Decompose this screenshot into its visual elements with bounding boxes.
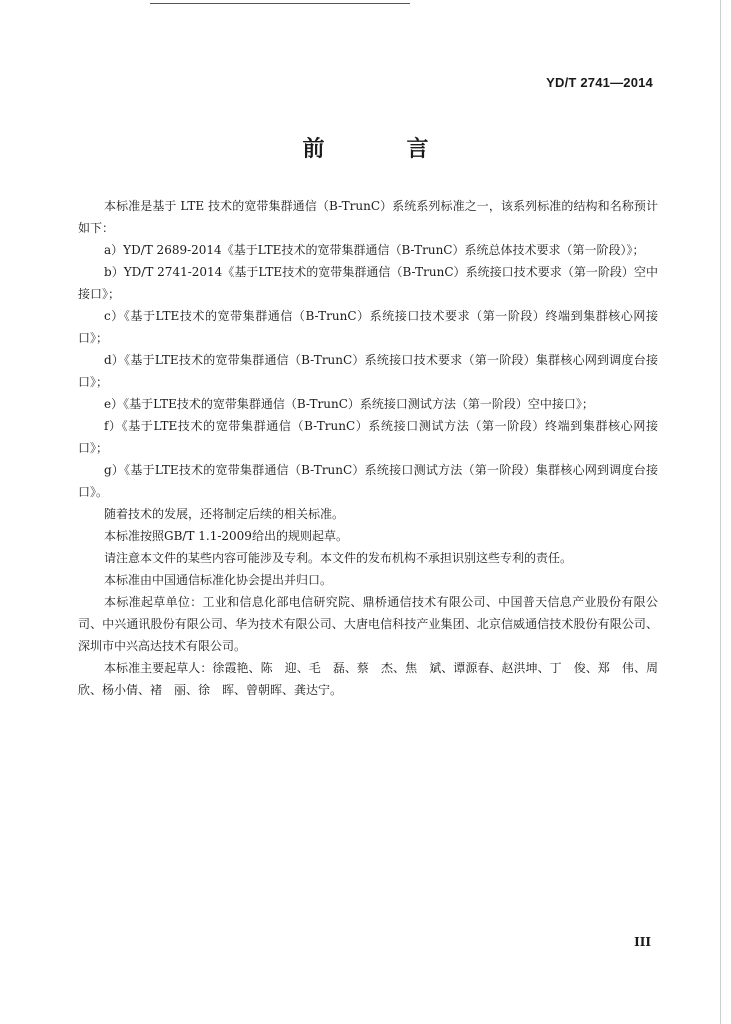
scan-edge-line <box>150 3 410 4</box>
document-body <box>78 195 671 701</box>
list-item-e: e）《基于LTE技术的宽带集群通信（B-TrunC）系统接口测试方法（第一阶段）空中接口》； <box>104 397 594 411</box>
document-code: YD/T 2741—2014 <box>546 75 653 90</box>
list-item-d: d）《基于LTE技术的宽带集群通信（B-TrunC）系统接口技术要求（第一阶段）集群核心网到调度台接口》； <box>78 353 658 389</box>
page-title: 前 言 <box>302 136 459 162</box>
list-item-a: a）YD/T 2689-2014《基于LTE技术的宽带集群通信（B-TrunC）系统总体技术要求（第一阶段）》； <box>104 243 645 257</box>
paragraph-intro: 本标准是基于 LTE 技术的宽带集群通信（B-TrunC）系统系列标准之一，该系列标准的结构和名称预计如下： <box>78 199 658 235</box>
paragraph-patent-notice: 请注意本文件的某些内容可能涉及专利。本文件的发布机构不承担识别这些专利的责任。 <box>104 551 573 565</box>
page-number: III <box>634 935 651 949</box>
list-item-b: b）YD/T 2741-2014《基于LTE技术的宽带集群通信（B-TrunC）系统接口技术要求（第一阶段）空中接口》； <box>78 265 658 301</box>
paragraph-drafting-rules: 本标准按照GB/T 1.1-2009给出的规则起草。 <box>104 529 348 543</box>
list-item-g: g）《基于LTE技术的宽带集群通信（B-TrunC）系统接口测试方法（第一阶段）集群核心网到调度台接口》。 <box>78 463 658 499</box>
paragraph-proposer: 本标准由中国通信标准化协会提出并归口。 <box>104 573 333 587</box>
list-item-c: c）《基于LTE技术的宽带集群通信（B-TrunC）系统接口技术要求（第一阶段）终端到集群核心网接口》； <box>78 309 658 345</box>
paragraph-drafting-units: 本标准起草单位：工业和信息化部电信研究院、鼎桥通信技术有限公司、中国普天信息产业股份有限公司、中兴通讯股份有限公司、华为技术有限公司、大唐电信科技产业集团、北京信威通信技术股份有限公司、深圳市中兴高达技术有限公司。 <box>78 595 658 653</box>
paragraph-future: 随着技术的发展，还将制定后续的相关标准。 <box>104 507 345 521</box>
list-item-f: f）《基于LTE技术的宽带集群通信（B-TrunC）系统接口测试方法（第一阶段）终端到集群核心网接口》； <box>78 419 658 455</box>
paragraph-drafters: 本标准主要起草人：徐霞艳、陈 迎、毛 磊、蔡 杰、焦 斌、谭源春、赵洪坤、丁 俊、郑 伟、周 欣、杨小倩、褚 丽、徐 晖、曾朝晖、龚达宁。 <box>78 661 671 697</box>
